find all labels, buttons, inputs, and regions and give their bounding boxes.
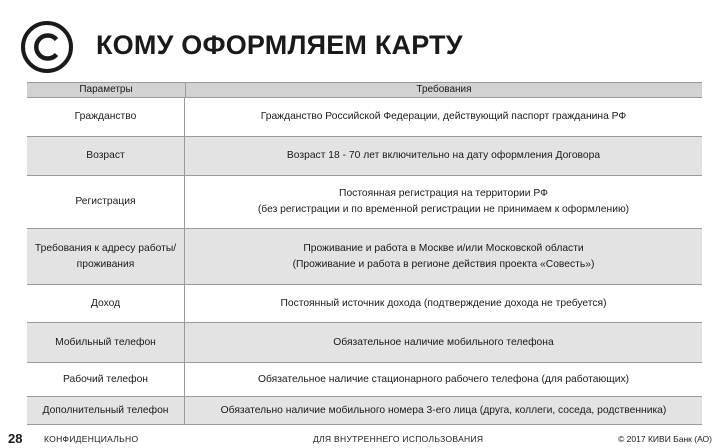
row-parameter: Гражданство [27,98,185,136]
row-parameter: Дополнительный телефон [27,397,185,424]
row-parameter: Регистрация [27,176,185,228]
table-row [27,323,702,363]
row-requirement [185,285,702,322]
row-requirement [185,176,702,228]
requirement-line: Возраст 18 - 70 лет включительно на дату оформления Договора [286,150,601,161]
requirements-table [27,82,702,425]
row-requirement [185,397,702,424]
table-row [27,285,702,323]
row-parameter: Рабочий телефон [27,363,185,396]
row-requirement [185,137,702,175]
footer-copyright: © 2017 КИВИ Банк (АО) [618,434,712,444]
row-requirement [185,323,702,362]
requirement-line: Обязательное наличие мобильного телефона [333,336,554,348]
row-parameter: Мобильный телефон [27,323,185,362]
row-parameter: Возраст [27,137,185,175]
table-row [27,363,702,397]
footer-confidential: КОНФИДЕНЦИАЛЬНО [44,434,139,444]
requirement-line: Гражданство Российской Федерации, действующий паспорт гражданина РФ [260,111,627,122]
table-row [27,397,702,425]
requirement-line: (Проживание и работа в регионе действия проекта «Совесть») [292,258,595,270]
requirement-line: Проживание и работа в Москве и/или Московской области [303,242,584,254]
row-parameter: Доход [27,285,185,322]
table-header [27,82,702,98]
page-number: 28 [8,431,23,446]
requirement-line: Постоянный источник дохода (подтверждение дохода не требуется) [280,297,607,309]
row-parameter: Требования к адресу работы/проживания [27,229,185,284]
row-requirement [185,229,702,284]
row-requirement [185,363,702,396]
requirement-line: Обязательно наличие мобильного номера 3-его лица (друга, коллеги, соседа, родственника) [220,404,667,416]
table-row [27,98,702,137]
column-header-requirements: Требования [416,84,472,95]
copyright-logo-icon [20,20,74,74]
row-requirement [185,98,702,136]
requirement-line: Обязательное наличие стационарного рабочего телефона (для работающих) [257,373,630,385]
requirement-line: Постоянная регистрация на территории РФ [339,188,548,199]
footer-internal-use: ДЛЯ ВНУТРЕННЕГО ИСПОЛЬЗОВАНИЯ [313,434,484,444]
page-title: КОМУ ОФОРМЛЯЕМ КАРТУ [96,30,463,60]
table-row [27,176,702,229]
column-header-parameters: Параметры [27,83,186,97]
table-row [27,137,702,176]
requirement-line: (без регистрации и по временной регистрации не принимаем к оформлению) [257,204,630,215]
table-row [27,229,702,285]
page-footer [0,432,720,448]
